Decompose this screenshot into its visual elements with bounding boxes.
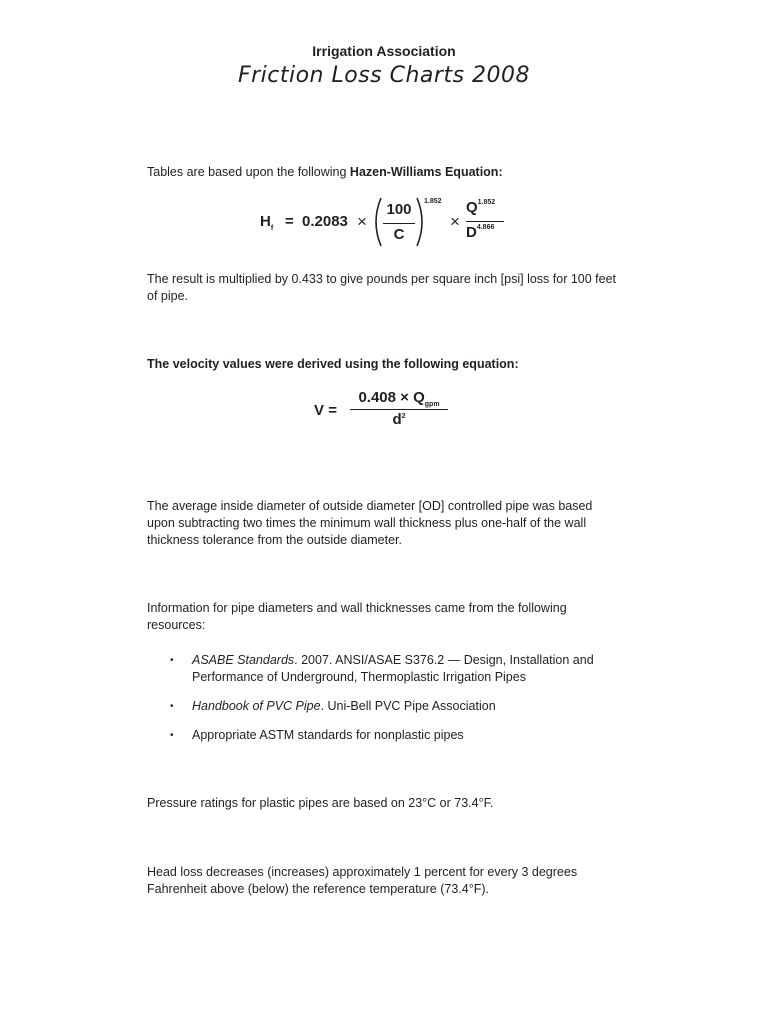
eq-fraction-numerator: 100	[386, 201, 412, 218]
velocity-intro: The velocity values were derived using the following equation:	[147, 357, 519, 371]
velocity-eq-numerator-text: 0.408 × Q	[358, 389, 425, 406]
velocity-eq-denominator	[392, 411, 405, 428]
hazen-williams-intro	[147, 164, 617, 181]
resource-title: Handbook of PVC Pipe	[192, 699, 321, 713]
list-item	[170, 652, 620, 686]
velocity-eq-equals: =	[328, 402, 337, 419]
velocity-eq-gpm: gpm	[424, 401, 440, 408]
hazen-williams-intro-text: Tables are based upon the following	[147, 165, 350, 179]
eq-d-exponent: 4.866	[476, 224, 495, 231]
eq-d-term	[466, 224, 494, 241]
eq-fraction-denominator: C	[393, 226, 405, 243]
eq-q-fraction-bar	[466, 221, 504, 222]
list-item	[170, 727, 620, 744]
eq-q-term	[466, 199, 504, 219]
resource-text: . Uni-Bell PVC Pipe Association	[320, 699, 496, 713]
velocity-eq-fraction	[350, 389, 448, 428]
eq-q: Q	[466, 199, 478, 216]
eq-d: D	[466, 224, 477, 241]
eq-fraction-100-over-c	[383, 201, 415, 243]
list-item	[170, 698, 620, 715]
eq-fraction-exponent: 1.852	[424, 198, 442, 205]
eq-fraction-bar	[383, 223, 415, 224]
eq-coefficient: 0.2083	[302, 213, 348, 230]
eq-times-1: ×	[357, 212, 367, 231]
inside-diameter-paragraph: The average inside diameter of outside diameter [OD] controlled pipe was based upon subtracting two times the minimum wall thickness plus one-half of the wall thickness tolerance from the outside diameter.	[147, 499, 593, 547]
eq-q-exponent: 1.852	[477, 199, 496, 206]
hazen-williams-label: Hazen-Williams Equation:	[349, 165, 503, 179]
bullet-icon: •	[170, 730, 174, 741]
resource-title: ASABE Standards	[192, 653, 295, 667]
resources-list	[170, 652, 620, 756]
eq-lhs-sub: f	[270, 225, 274, 232]
velocity-eq-numerator	[350, 389, 448, 408]
pressure-ratings-paragraph: Pressure ratings for plastic pipes are based on 23°C or 73.4°F.	[147, 796, 494, 810]
velocity-eq-d-exponent: 2	[401, 413, 406, 420]
left-paren-icon	[371, 197, 383, 247]
document-title: Friction Loss Charts 2008	[237, 63, 531, 88]
velocity-equation	[314, 388, 454, 436]
result-paragraph: The result is multiplied by 0.433 to give pounds per square inch [psi] loss for 100 feet of pipe.	[147, 272, 617, 303]
eq-lhs-h: H	[260, 213, 271, 230]
eq-equals: =	[285, 213, 294, 230]
hazen-williams-equation	[258, 195, 518, 251]
velocity-eq-v: V	[314, 402, 325, 419]
velocity-eq-fraction-bar	[350, 409, 448, 410]
head-loss-paragraph: Head loss decreases (increases) approximately 1 percent for every 3 degrees Fahrenheit above (below) the reference temperature (73.4°F).	[147, 865, 578, 896]
bullet-icon: •	[170, 701, 174, 712]
resources-intro: Information for pipe diameters and wall thicknesses came from the following resources:	[147, 601, 567, 632]
velocity-eq-lhs	[314, 402, 337, 419]
eq-fraction-q-over-d	[466, 199, 504, 241]
eq-lhs	[260, 213, 273, 232]
organization-name: Irrigation Association	[312, 43, 456, 59]
velocity-eq-d: d	[392, 411, 402, 428]
resource-text: Appropriate ASTM standards for nonplastic pipes	[192, 728, 464, 742]
bullet-icon: •	[170, 655, 174, 666]
resource-text: . 2007. ANSI/ASAE S376.2 — Design, Installation and Performance of Underground, Thermoplastic Irrigation Pipes	[192, 653, 594, 684]
eq-times-2: ×	[450, 212, 460, 231]
